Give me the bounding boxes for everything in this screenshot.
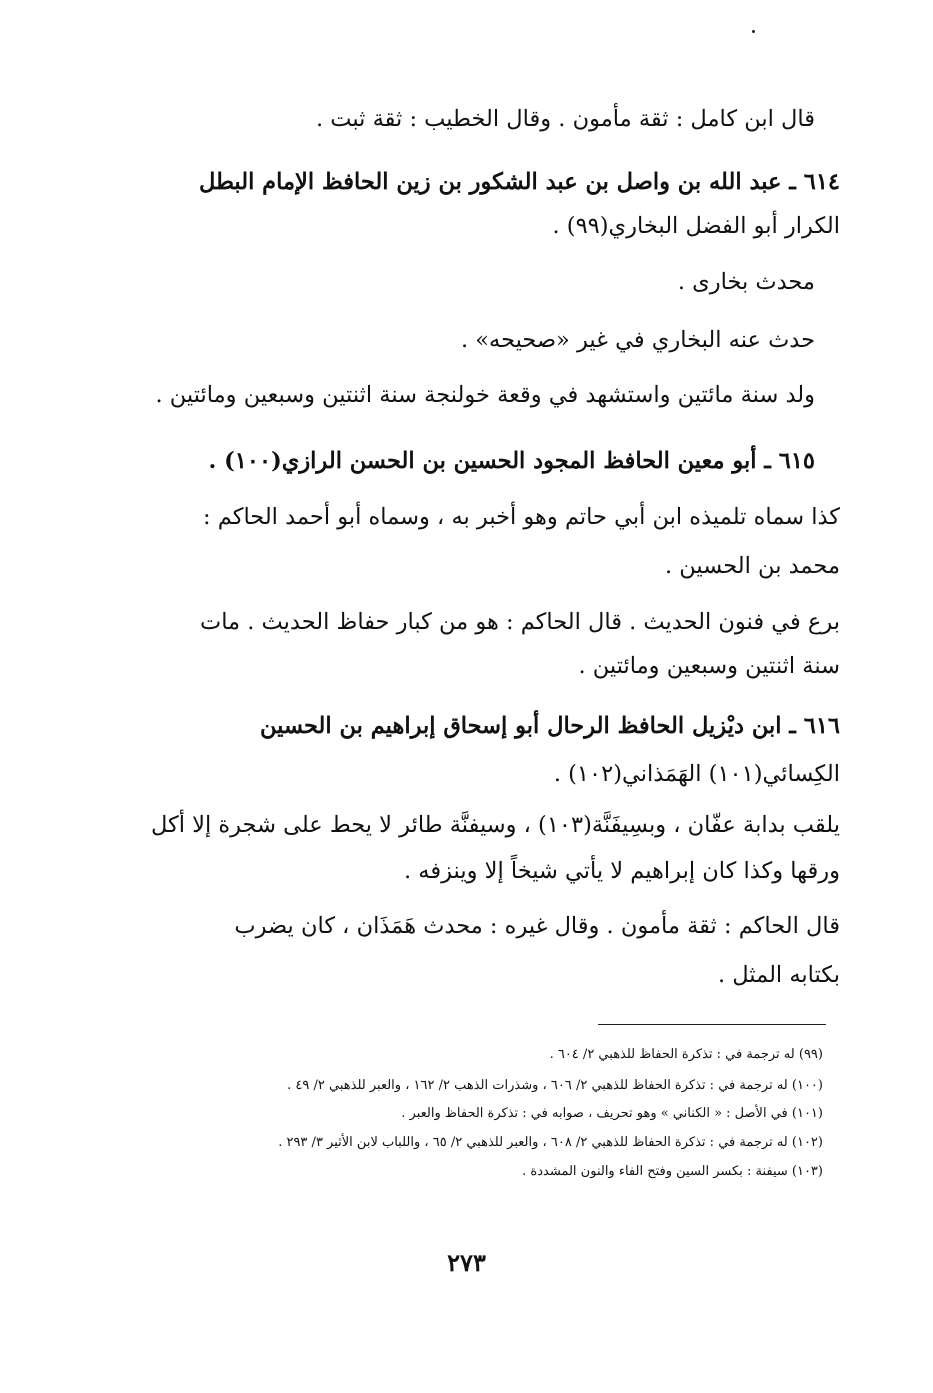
text-line: قال ابن كامل : ثقة مأمون . وقال الخطيب : ثقة ثبت . bbox=[315, 106, 815, 132]
text-line: برع في فنون الحديث . قال الحاكم : هو من كبار حفاظ الحديث . مات bbox=[200, 609, 840, 635]
entry-heading-616: ٦١٦ ـ ابن ديْزيل الحافظ الرحال أبو إسحاق إبراهيم بن الحسين bbox=[260, 713, 840, 739]
entry-heading-615: ٦١٥ ـ أبو معين الحافظ المجود الحسين بن الحسن الرازي(١٠٠) . bbox=[208, 448, 815, 474]
footnote-100: (١٠٠) له ترجمة في : تذكرة الحفاظ للذهبي ٢/ ٦٠٦ ، وشذرات الذهب ٢/ ١٦٢ ، والعبر للذهبي ٢/ ٤٩ . bbox=[287, 1078, 823, 1093]
footnote-divider bbox=[598, 1024, 826, 1025]
entry-heading-614: ٦١٤ ـ عبد الله بن واصل بن عبد الشكور بن زين الحافظ الإمام البطل bbox=[198, 169, 840, 195]
text-line: يلقب بدابة عفّان ، وبسِيفَنَّة(١٠٣) ، وسيفنَّة طائر لا يحط على شجرة إلا أكل bbox=[150, 812, 840, 838]
footnote-103: (١٠٣) سيفنة : بكسر السين وفتح الفاء والنون المشددة . bbox=[522, 1164, 823, 1179]
text-line: محمد بن الحسين . bbox=[664, 553, 840, 579]
text-line: كذا سماه تلميذه ابن أبي حاتم وهو أخبر به ، وسماه أبو أحمد الحاكم : bbox=[203, 504, 840, 530]
text-line: الكرار أبو الفضل البخاري(٩٩) . bbox=[552, 213, 840, 239]
text-line: ولد سنة مائتين واستشهد في وقعة خولنجة سنة اثنتين وسبعين ومائتين . bbox=[155, 382, 815, 408]
text-line: قال الحاكم : ثقة مأمون . وقال غيره : محدث هَمَذَان ، كان يضرب bbox=[234, 913, 840, 939]
page-speck bbox=[752, 30, 755, 33]
page-number: ٢٧٣ bbox=[447, 1248, 486, 1277]
text-line: سنة اثنتين وسبعين ومائتين . bbox=[578, 653, 840, 679]
text-line: ورقها وكذا كان إبراهيم لا يأتي شيخاً إلا وينزفه . bbox=[404, 858, 840, 884]
footnote-102: (١٠٢) له ترجمة في : تذكرة الحفاظ للذهبي ٢/ ٦٠٨ ، والعبر للذهبي ٢/ ٦٥ ، واللباب لابن الأثير ٣/ ٢٩٣ . bbox=[278, 1135, 823, 1150]
footnote-99: (٩٩) له ترجمة في : تذكرة الحفاظ للذهبي ٢/ ٦٠٤ . bbox=[549, 1047, 823, 1062]
text-line: الكِسائي(١٠١) الهَمَذاني(١٠٢) . bbox=[553, 761, 840, 787]
text-line: محدث بخارى . bbox=[677, 269, 815, 295]
text-line: حدث عنه البخاري في غير «صحيحه» . bbox=[460, 327, 815, 353]
text-line: بكتابه المثل . bbox=[717, 962, 840, 988]
footnote-101: (١٠١) في الأصل : « الكناني » وهو تحريف ، صوابه في : تذكرة الحفاظ والعبر . bbox=[401, 1106, 823, 1121]
